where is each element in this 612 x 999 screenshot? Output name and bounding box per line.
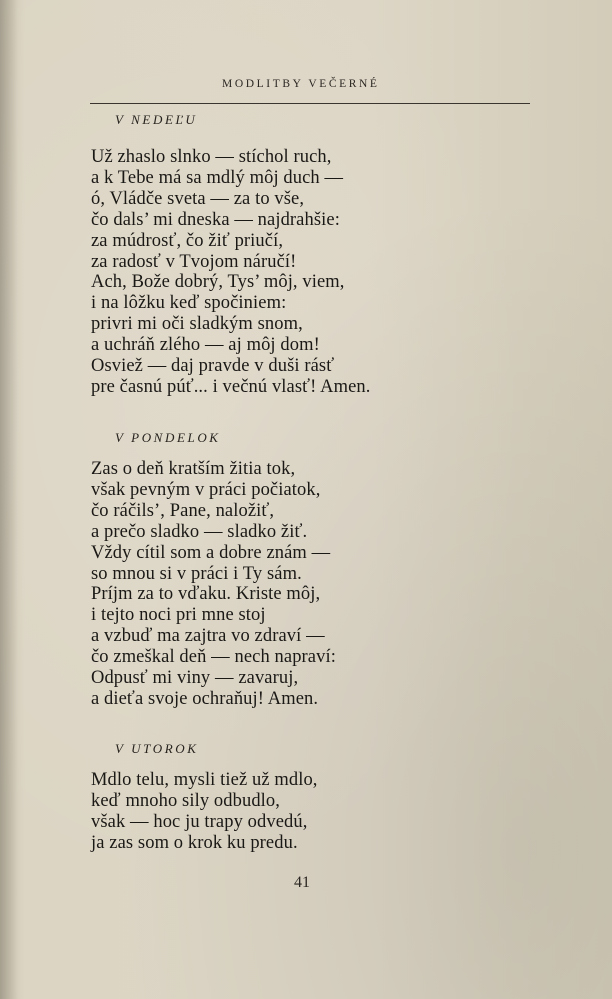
binding-shadow (0, 0, 18, 999)
running-head: MODLITBY VEČERNÉ (222, 78, 380, 90)
verse-line: za múdrosť, čo žiť priučí, (91, 230, 284, 251)
verse-line: ó, Vládče sveta — za to vše, (91, 188, 305, 209)
verse-line: Osviež — daj pravde v duši rásť (91, 356, 335, 377)
header-rule (90, 103, 530, 104)
verse-line: Vždy cítil som a dobre znám — (91, 542, 331, 563)
verse-line: však — hoc ju trapy odvedú, (91, 811, 308, 832)
section-pondelok (91, 430, 531, 710)
section-title: V UTOROK (115, 741, 199, 756)
verse-line: i na lôžku keď spočiniem: (91, 293, 287, 314)
verse-line: Už zhaslo slnko — stíchol ruch, (91, 147, 332, 167)
verse (91, 147, 531, 398)
section-title: V NEDEĽU (115, 112, 198, 127)
section-utorok (91, 741, 531, 854)
verse-line: Ach, Bože dobrý, Tys’ môj, viem, (91, 272, 345, 293)
section-nedelu (91, 112, 531, 398)
verse-line: pre časnú púť... i večnú vlasť! Amen. (91, 376, 371, 397)
verse-line: Mdlo telu, mysli tiež už mdlo, (91, 770, 318, 790)
verse-line: čo zmeškal deň — nech napraví: (91, 647, 336, 668)
page-number: 41 (294, 874, 310, 891)
verse-line: privri mi oči sladkým snom, (91, 314, 303, 335)
verse-line: i tejto noci pri mne stoj (91, 605, 266, 626)
verse-line: so mnou si v práci i Ty sám. (91, 563, 302, 584)
section-title: V PONDELOK (115, 430, 221, 445)
verse-line: za radosť v Tvojom náručí! (91, 251, 297, 272)
verse (91, 770, 531, 854)
verse-line: a k Tebe má sa mdlý môj duch — (91, 167, 344, 188)
verse-line: čo ráčils’, Pane, naložiť, (91, 500, 275, 521)
verse-line: a prečo sladko — sladko žiť. (91, 521, 308, 542)
verse (91, 459, 531, 710)
verse-line: čo dals’ mi dneska — najdrahšie: (91, 209, 340, 230)
verse-line: a dieťa svoje ochraňuj! Amen. (91, 688, 319, 709)
verse-line: ja zas som o krok ku predu. (91, 832, 298, 853)
verse-line: však pevným v práci počiatok, (91, 479, 321, 500)
verse-line: Odpusť mi viny — zavaruj, (91, 668, 299, 689)
verse-line: a vzbuď ma zajtra vo zdraví — (91, 626, 325, 647)
verse-line: Príjm za to vďaku. Kriste môj, (91, 584, 321, 605)
verse-line: a uchráň zlého — aj môj dom! (91, 335, 320, 356)
verse-line: Zas o deň kratším žitia tok, (91, 459, 296, 479)
verse-line: keď mnoho sily odbudlo, (91, 790, 280, 811)
